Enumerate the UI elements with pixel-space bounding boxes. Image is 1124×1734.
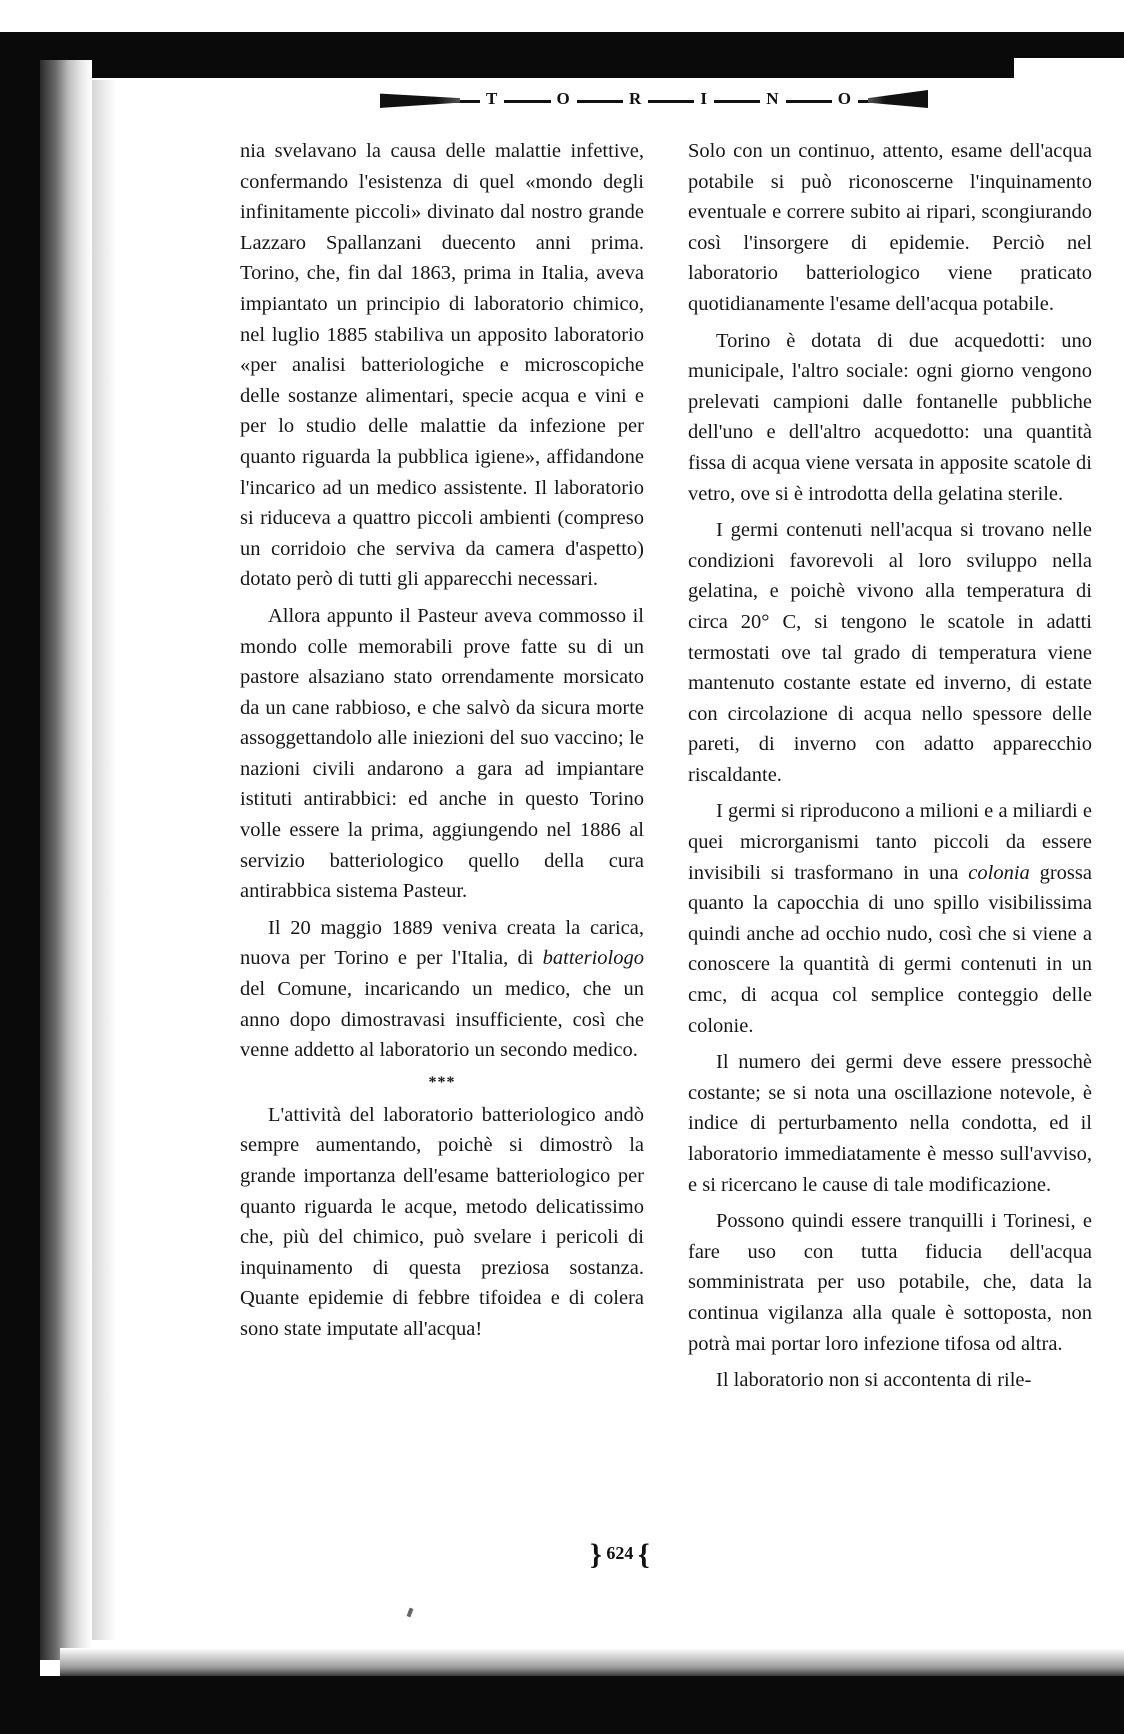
page-number	[590, 1538, 650, 1572]
header-letter: I	[694, 89, 714, 109]
text-run: I germi si riproducono a milioni e a miliardi e quei microrganismi tanto piccoli da essere invisibili si trasformano in una	[688, 800, 1092, 884]
paragraph	[240, 913, 644, 1066]
scan-shadow-bottom	[0, 1676, 1124, 1734]
page-number-ornament-right: {	[637, 1538, 650, 1571]
paragraph	[688, 796, 1092, 1041]
header-ornament-right	[868, 90, 928, 108]
page-number-ornament-left: }	[590, 1538, 602, 1571]
right-column	[688, 136, 1092, 1402]
scan-bottom-fade	[60, 1648, 1124, 1676]
running-header	[380, 88, 928, 110]
italic-term: colonia	[968, 861, 1030, 884]
paragraph: L'attività del laboratorio batteriologico andò sempre aumentando, poichè si dimostrò la grande importanza dell'esame batteriologico per quanto riguarda le acque, metodo delicatissimo che, più del chimico, può svelare i pericoli di inquinamento di questa preziosa sostanza. Quante epidemie di febbre tifoidea e di colera sono state imputate all'acqua!	[240, 1103, 644, 1340]
paragraph: Possono quindi essere tranquilli i Torinesi, e fare uso con tutta fiducia dell'acqua somministrata per uso potabile, che, data la continua vigilanza alla quale è sottoposta, non potrà mai portar loro infezione tifosa od altra.	[688, 1210, 1092, 1355]
paragraph: nia svelavano la causa delle malattie infettive, confermando l'esistenza di quel «mondo degli infinitamente piccoli» divinato dal nostro grande Lazzaro Spallanzani duecento anni prima. Torino, che, fin dal 1863, prima in Italia, aveva impiantato un principio di laboratorio chimico, nel luglio 1885 stabiliva un apposito laboratorio «per analisi batteriologiche e microscopiche delle sostanze alimentari, specie acqua e vini e per lo studio delle malattie da infezione per quanto riguarda la pubblica igiene», affidandone l'incarico ad un medico assistente. Il laboratorio si riduceva a quattro piccoli ambienti (compreso un corridoio che serviva da camera d'aspetto) dotato però di tutti gli apparecchi necessari.	[240, 140, 644, 591]
header-letter: T	[480, 89, 504, 109]
scan-shadow-top	[0, 32, 1124, 78]
scan-gutter-gradient	[40, 60, 92, 1660]
paragraph: Allora appunto il Pasteur aveva commosso il mondo colle memorabili prove fatte su di un pastore alsaziano stato orrendamente morsicato da un cane rabbioso, e che salvò da sicura morte assoggettandolo alle iniezioni del suo vaccino; le nazioni civili andarono a gara ad impiantare istituti antirabbici: ed anche in questo Torino volle essere la prima, aggiungendo nel 1886 al servizio batteriologico quello della cura antirabbica sistema Pasteur.	[240, 604, 644, 903]
scan-shadow-left	[0, 32, 40, 1734]
header-letter: O	[832, 89, 858, 109]
text-run: Il 20 maggio 1889 veniva creata la carica, nuova per Torino e per l'Italia, di	[240, 916, 644, 970]
paragraph: Il numero dei germi deve essere pressochè costante; se si nota una oscillazione notevole, è indice di perturbamento nella condotta, ed il laboratorio immediatamente è messo sull'avviso, e si ricercano le cause di tale modificazione.	[688, 1051, 1092, 1196]
text-run: del Comune, incaricando un medico, che un anno dopo dimostravasi insufficiente, così che venne addetto al laboratorio un secondo medico.	[240, 978, 644, 1062]
paragraph: Solo con un continuo, attento, esame dell'acqua potabile si può riconoscerne l'inquinamento eventuale e correre subito ai ripari, scongiurando così l'insorgere di epidemie. Perciò nel laboratorio batteriologico viene praticato quotidianamente l'esame dell'acqua potabile.	[688, 140, 1092, 315]
header-title	[480, 88, 858, 110]
header-ornament-left	[380, 90, 460, 108]
header-letter: N	[760, 89, 785, 109]
scan-gutter-fade	[92, 80, 116, 1640]
page-number-value: 624	[606, 1543, 634, 1564]
header-letter: O	[551, 89, 577, 109]
paragraph: Il laboratorio non si accontenta di rile-	[716, 1369, 1032, 1392]
header-letter: R	[623, 89, 648, 109]
section-separator: ***	[428, 1073, 456, 1091]
text-run: grossa quanto la capocchia di uno spillo visibilissima quindi anche ad occhio nudo, così che si viene a conoscere la quantità di germi contenuti in un cmc, di acqua col semplice conteggio delle colonie.	[688, 861, 1092, 1037]
scan-margin-top	[0, 0, 1124, 32]
paragraph: I germi contenuti nell'acqua si trovano nelle condizioni favorevoli al loro sviluppo nella gelatina, e poichè vivono alla temperatura di circa 20° C, si tengono le scatole in adatti termostati ove tal grado di temperatura viene mantenuto costante estate ed inverno, di estate con circolazione di acqua nello spessore delle pareti, di inverno con adatto apparecchio riscaldante.	[688, 519, 1092, 786]
left-column	[240, 136, 644, 1351]
italic-term: batteriologo	[542, 947, 644, 970]
paragraph: Torino è dotata di due acquedotti: uno municipale, l'altro sociale: ogni giorno vengono prelevati campioni dalle fontanelle pubbliche dell'uno e dell'altro acquedotto: una quantità fissa di acqua viene versata in apposite scatole di vetro, ove si è introdotta della gelatina sterile.	[688, 329, 1092, 505]
